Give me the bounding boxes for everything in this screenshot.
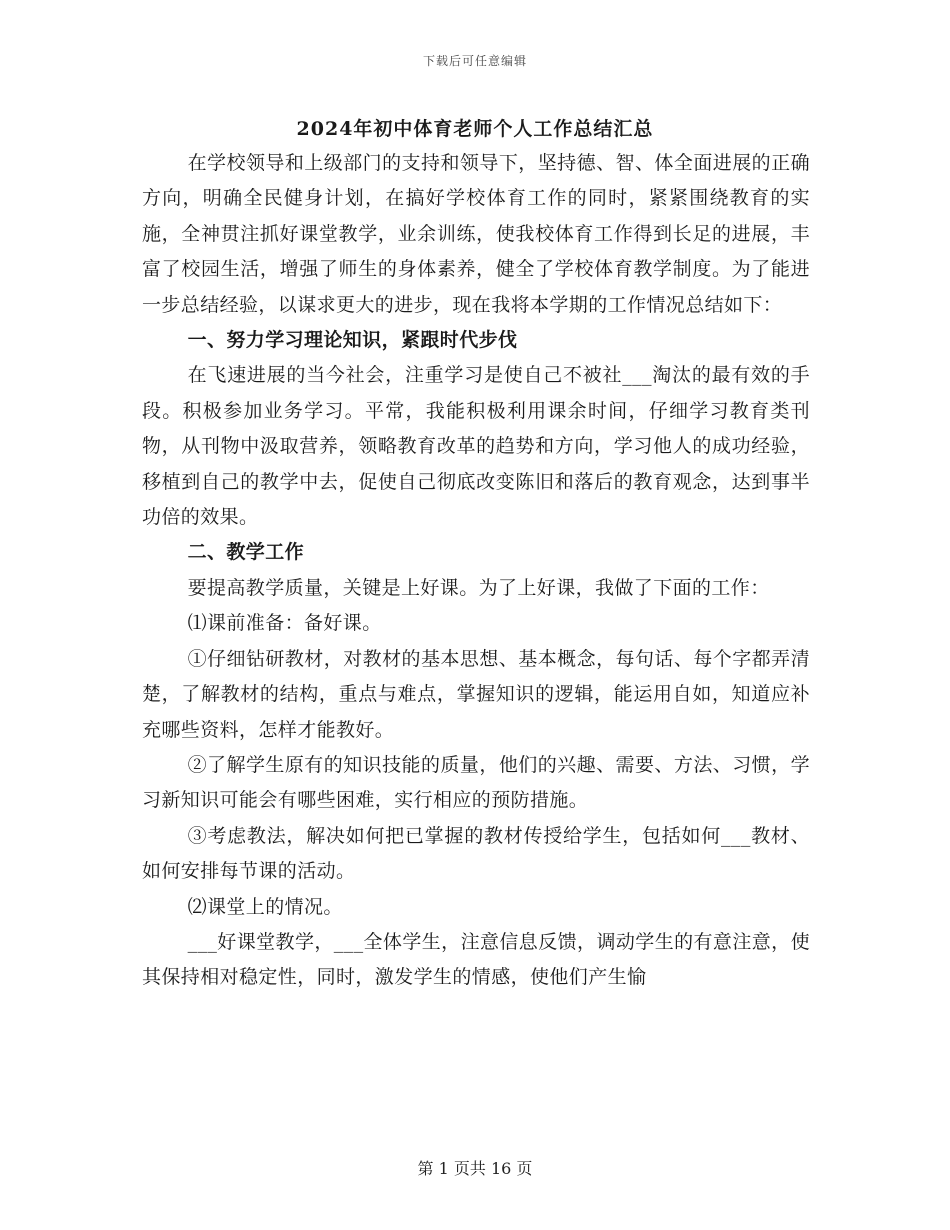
- paragraph-classroom: ⑵课堂上的情况。: [187, 895, 343, 918]
- page-header-note: 下载后可任意编辑: [422, 54, 527, 68]
- section-heading-1: 一、努力学习理论知识，紧跟时代步伐: [187, 329, 518, 352]
- paragraph-item-2: ②了解学生原有的知识技能的质量，他们的兴趣、需要、方法、习惯，学习新知识可能会有哪些困难，实行相应的预防措施。: [142, 753, 810, 812]
- paragraph-item-1: ①仔细钻研教材，对教材的基本思想、基本概念，每句话、每个字都弄清楚，了解教材的结构，重点与难点，掌握知识的逻辑，能运用自如，知道应补充哪些资料，怎样才能教好。: [142, 647, 810, 741]
- section-heading-2: 二、教学工作: [187, 541, 304, 564]
- paragraph-intro: 在学校领导和上级部门的支持和领导下，坚持德、智、体全面进展的正确方向，明确全民健身计划，在搞好学校体育工作的同时，紧紧围绕教育的实施，全神贯注抓好课堂教学，业余训练，使我校体育工作得到长足的进展，丰富了校园生活，增强了师生的身体素养，健全了学校体育教学制度。为了能进一步总结经验，以谋求更大的进步，现在我将本学期的工作情况总结如下：: [142, 152, 810, 316]
- paragraph-item-3: ③考虑教法，解决如何把已掌握的教材传授给学生，包括如何___教材、如何安排每节课的活动。: [142, 824, 810, 883]
- paragraph-study: 在飞速进展的当今社会，注重学习是使自己不被社___淘汰的最有效的手段。积极参加业务学习。平常，我能积极利用课余时间，仔细学习教育类刊物，从刊物中汲取营养，领略教育改革的趋势和方向，学习他人的成功经验，移植到自己的教学中去，促使自己彻底改变陈旧和落后的教育观念，达到事半功倍的效果。: [142, 364, 810, 529]
- document-body: [142, 146, 810, 996]
- paragraph-teaching: 要提高教学质量，关键是上好课。为了上好课，我做了下面的工作：: [187, 576, 770, 599]
- paragraph-classroom-detail: ___好课堂教学，___全体学生，注意信息反馈，调动学生的有意注意，使其保持相对稳定性，同时，激发学生的情感，使他们产生愉: [142, 930, 810, 989]
- paragraph-prep: ⑴课前准备：备好课。: [187, 612, 382, 635]
- document-title: 2024年初中体育老师个人工作总结汇总: [296, 118, 654, 140]
- page-number: 第 1 页共 16 页: [417, 1159, 533, 1178]
